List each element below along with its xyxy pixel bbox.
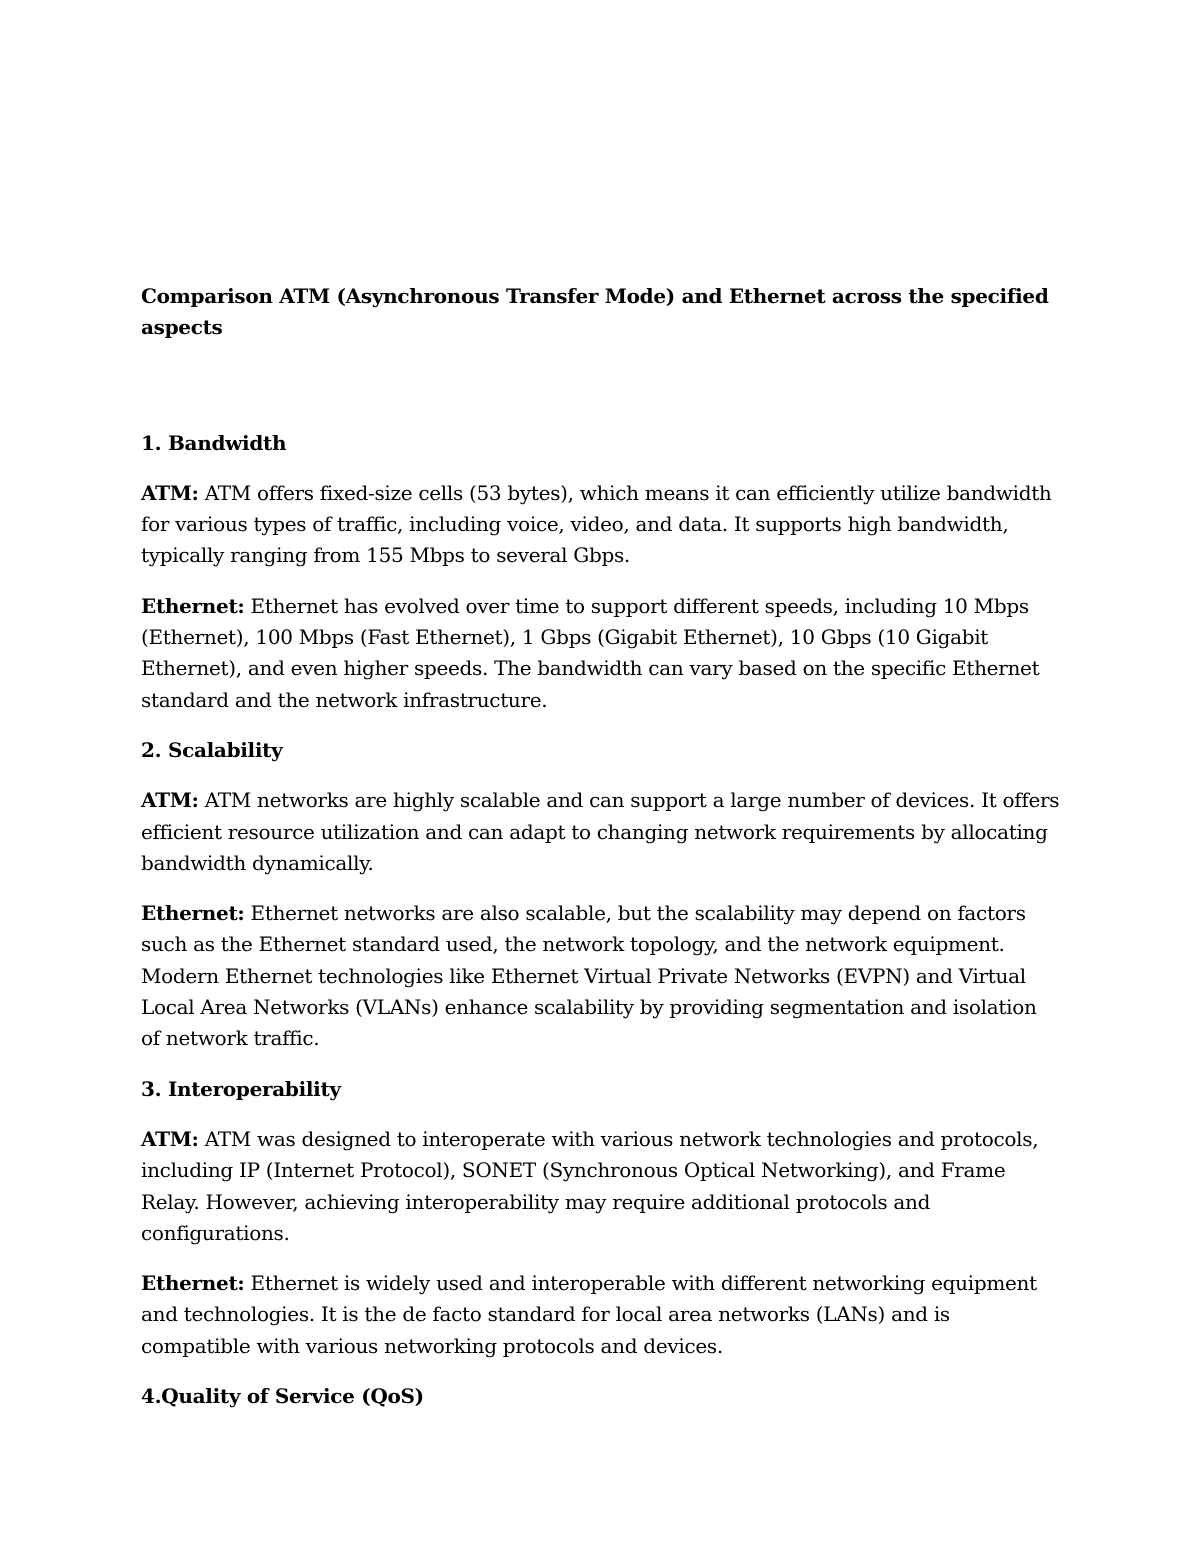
term-label: Ethernet: — [141, 1271, 245, 1296]
term-label: Ethernet: — [141, 593, 245, 618]
term-label: ATM: — [141, 1126, 199, 1151]
paragraph-text: Ethernet networks are also scalable, but the scalability may depend on factors such as the Ethernet standard used, the network topology, and the network equipment. Modern Ethernet technologies like Ethernet Virtual Private Networks (EVPN) and Virtual Local Area Networks (VLANs) enhance scalability by providing segmentation and isolation of network traffic. — [141, 901, 1037, 1051]
section-heading-interoperability: 3. Interoperability — [141, 1076, 341, 1101]
section-heading-qos: 4.Quality of Service (QoS) — [141, 1384, 424, 1409]
paragraph-text: ATM networks are highly scalable and can support a large number of devices. It offers efficient resource utilization and can adapt to changing network requirements by allocating bandwidth dynamically. — [141, 788, 1060, 875]
paragraph-text: Ethernet is widely used and interoperable with different networking equipment and technologies. It is the de facto standard for local area networks (LANs) and is compatible with various networking protocols and devices. — [141, 1271, 1037, 1358]
section-heading-scalability: 2. Scalability — [141, 737, 283, 762]
section-heading-bandwidth: 1. Bandwidth — [141, 430, 287, 455]
paragraph-interoperability-atm — [141, 1124, 1061, 1249]
term-label: ATM: — [141, 480, 199, 505]
term-label: Ethernet: — [141, 901, 245, 926]
paragraph-scalability-ethernet — [141, 898, 1061, 1054]
paragraph-bandwidth-atm — [141, 478, 1061, 572]
paragraph-text: Ethernet has evolved over time to support different speeds, including 10 Mbps (Ethernet), 100 Mbps (Fast Ethernet), 1 Gbps (Gigabit Ethernet), 10 Gbps (10 Gigabit Ethernet), and even higher speeds. The bandwidth can vary based on the specific Ethernet standard and the network infrastructure. — [141, 593, 1040, 712]
title-spacer — [141, 344, 1061, 428]
paragraph-bandwidth-ethernet — [141, 591, 1061, 716]
document-title: Comparison ATM (Asynchronous Transfer Mode) and Ethernet across the specified aspects — [141, 284, 1049, 340]
term-label: ATM: — [141, 788, 199, 813]
paragraph-text: ATM offers fixed-size cells (53 bytes), which means it can efficiently utilize bandwidth for various types of traffic, including voice, video, and data. It supports high bandwidth, typically ranging from 155 Mbps to several Gbps. — [141, 480, 1052, 568]
document-body — [141, 281, 1061, 1431]
paragraph-interoperability-ethernet — [141, 1268, 1061, 1362]
paragraph-scalability-atm — [141, 785, 1061, 879]
paragraph-text: ATM was designed to interoperate with various network technologies and protocols, including IP (Internet Protocol), SONET (Synchronous Optical Networking), and Frame Relay. However, achieving interoperability may require additional protocols and configurations. — [141, 1126, 1039, 1245]
